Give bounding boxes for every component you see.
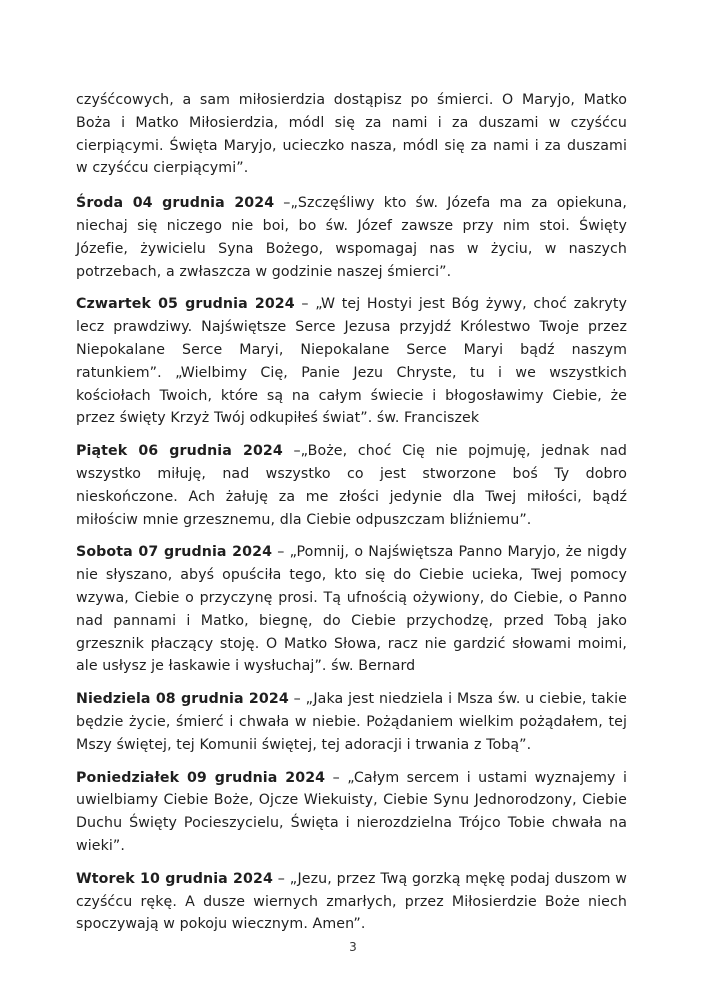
entry-date: Niedziela 08 grudnia 2024 <box>76 691 289 708</box>
document-body <box>76 89 627 946</box>
entry-thursday <box>76 293 627 430</box>
page-number: 3 <box>349 940 357 954</box>
entry-text: –„Szczęśliwy kto św. Józefa ma za opiekuna, niechaj się niczego nie boi, bo św. Józef zawsze przy nim stoi. Święty Józefie, żywicielu Syna Bożego, wspomagaj nas w życiu, w naszych potrzebach, a zwłaszcza w godzinie naszej śmierci”. <box>76 195 627 280</box>
entry-monday <box>76 767 627 858</box>
entry-date: Piątek 06 grudnia 2024 <box>76 443 283 460</box>
entry-date: Wtorek 10 grudnia 2024 <box>76 870 273 887</box>
entry-date: Sobota 07 grudnia 2024 <box>76 544 273 561</box>
entry-text: – „W tej Hostyi jest Bóg żywy, choć zakryty lecz prawdziwy. Najświętsze Serce Jezusa przyjdź Królestwo Twoje przez Niepokalane Serce Maryi, Niepokalane Serce Maryi bądź naszym ratunkiem”. „Wielbimy Cię, Panie Jezu Chryste, tu i we wszystkich kościołach Twoich, które są na całym świecie i błogosławimy Ciebie, że przez święty Krzyż Twój odkupiłeś świat”. św. Franciszek <box>76 296 627 427</box>
entry-text: – „Jaka jest niedziela i Msza św. u ciebie, takie będzie życie, śmierć i chwała w niebie. Pożądaniem wielkim pożądałem, tej Mszy świętej, tej Komunii świętej, tej adoracji i trwania z Tobą”. <box>76 691 627 753</box>
entry-date: Czwartek 05 grudnia 2024 <box>76 296 295 313</box>
continuation-paragraph: czyśćcowych, a sam miłosierdzia dostąpisz po śmierci. O Maryjo, Matko Boża i Matko Miłosierdzia, módl się za nami i za duszami w czyśćcu cierpiącymi. Święta Maryjo, ucieczko nasza, módl się za nami i za duszami w czyśćcu cierpiącymi”. <box>76 92 627 177</box>
entry-sunday <box>76 688 627 756</box>
entry-saturday <box>76 541 627 678</box>
entry-date: Poniedziałek 09 grudnia 2024 <box>76 769 326 786</box>
entry-text: – „Jezu, przez Twą gorzką mękę podaj duszom w czyśćcu rękę. A dusze wiernych zmarłych, przez Miłosierdzie Boże niech spoczywają w pokoju wiecznym. Amen”. <box>76 870 627 933</box>
entry-date: Środa 04 grudnia 2024 <box>76 195 275 212</box>
entry-friday <box>76 440 627 531</box>
entry-tuesday <box>76 868 627 936</box>
entry-text: – „Pomnij, o Najświętsza Panno Maryjo, że nigdy nie słyszano, abyś opuściła tego, kto się do Ciebie ucieka, Twej pomocy wzywa, Ciebie o przyczynę prosi. Tą ufnością ożywiony, do Ciebie, o Panno nad pannami i Matko, biegnę, do Ciebie przychodzę, przed Tobą jako grzesznik płaczący stoję. O Matko Słowa, racz nie gardzić słowami moimi, ale usłysz je łaskawie i wysłuchaj”. św. Bernard <box>76 544 628 675</box>
entry-wednesday <box>76 192 627 283</box>
entry-text: – „Całym sercem i ustami wyznajemy i uwielbiamy Ciebie Boże, Ojcze Wiekuisty, Ciebie Synu Jednorodzony, Ciebie Duchu Święty Pocieszycielu, Święta i nierozdzielna Trójco Tobie chwała na wieki”. <box>76 769 627 854</box>
entry-text: –„Boże, choć Cię nie pojmuję, jednak nad wszystko miłuję, nad wszystko co jest stworzone boś Ty dobro nieskończone. Ach żałuję za me złości jedynie dla Twej miłości, bądź miłościw mnie grzesznemu, dla Ciebie odpuszczam bliźniemu”. <box>76 443 627 528</box>
